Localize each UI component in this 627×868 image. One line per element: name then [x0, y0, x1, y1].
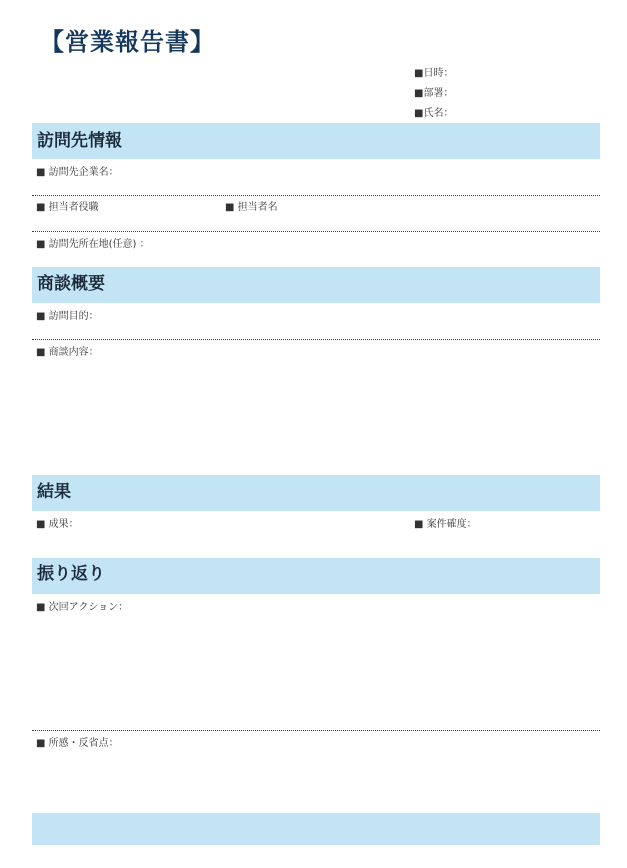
divider: [32, 231, 600, 232]
section-visit-info: 訪問先情報: [32, 123, 600, 159]
page-title: 【営業報告書】: [40, 28, 215, 56]
section-review: 振り返り: [32, 558, 600, 594]
address-field[interactable]: ■ 訪問先所在地(任意) ：: [36, 239, 150, 250]
company-name-field[interactable]: ■ 訪問先企業名：: [36, 167, 119, 178]
divider: [32, 339, 600, 340]
date-field[interactable]: ■日時：: [414, 68, 454, 79]
divider: [32, 195, 600, 196]
negotiation-content-field[interactable]: ■ 商談内容：: [36, 347, 99, 358]
next-action-field[interactable]: ■ 次回アクション：: [36, 602, 129, 613]
reflection-field[interactable]: ■ 所感・反省点：: [36, 738, 119, 749]
outcome-field[interactable]: ■ 成果：: [36, 519, 79, 530]
department-field[interactable]: ■部署：: [414, 88, 454, 99]
divider: [32, 730, 600, 731]
section-negotiation: 商談概要: [32, 267, 600, 303]
visit-purpose-field[interactable]: ■ 訪問目的：: [36, 311, 99, 322]
contact-name-field[interactable]: ■ 担当者名: [225, 202, 278, 213]
contact-title-field[interactable]: ■ 担当者役職: [36, 202, 99, 213]
certainty-field[interactable]: ■ 案件確度：: [414, 519, 477, 530]
footer-band: [32, 813, 600, 845]
section-result: 結果: [32, 475, 600, 511]
name-field[interactable]: ■氏名：: [414, 108, 454, 119]
